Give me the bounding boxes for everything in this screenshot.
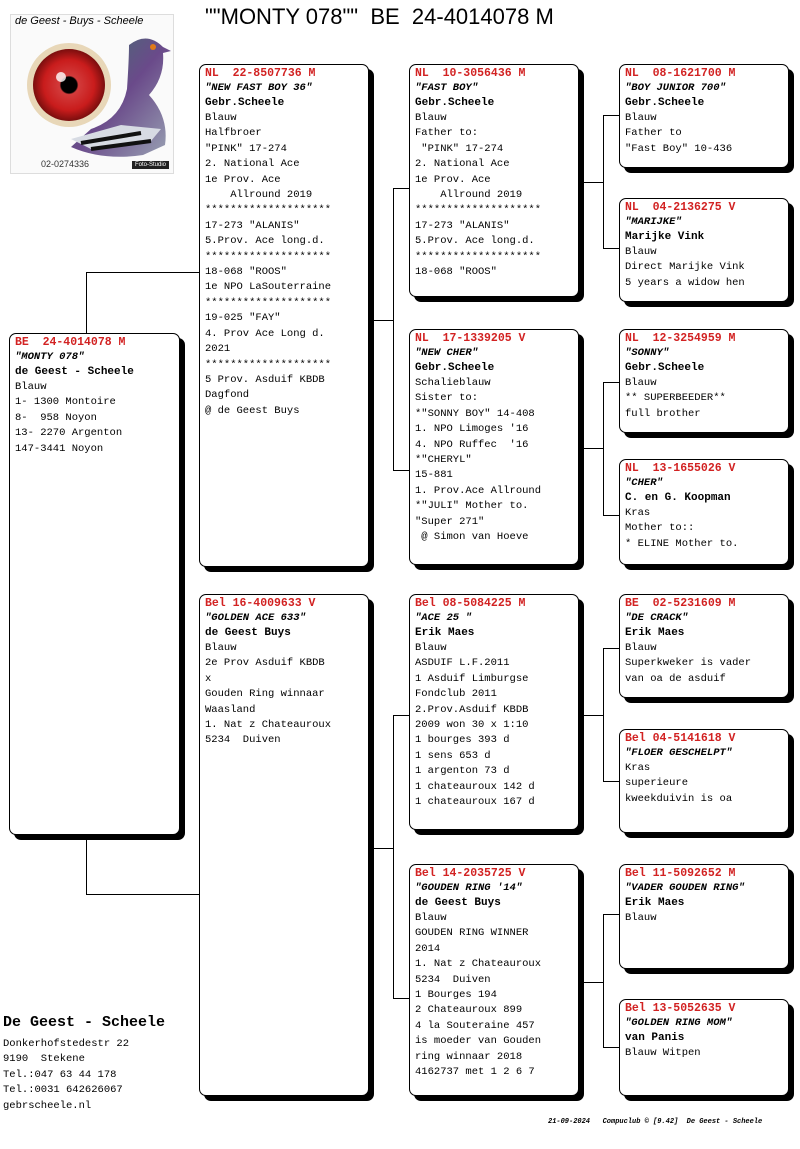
pedigree-card[interactable] (619, 329, 789, 433)
logo-header: de Geest - Buys - Scheele (15, 15, 144, 27)
info-line: 1. Nat z Chateauroux (205, 719, 332, 732)
info-line: 1 Bourges 194 (415, 989, 497, 1002)
info-line: Father to: (415, 127, 479, 140)
owner-line: Tel.:0031 642626067 (3, 1084, 123, 1097)
pedigree-card[interactable] (619, 459, 789, 565)
info-line: 4 la Souteraine 457 (415, 1019, 535, 1032)
ring-number: NL 17-1339205 V (415, 332, 526, 345)
info-line: *"JULI" Mother to. (415, 500, 529, 513)
loft-logo (10, 14, 174, 174)
info-line: 17-273 "ALANIS" (205, 219, 300, 232)
pigeon-name: "GOLDEN RING MOM" (625, 1017, 733, 1029)
info-line: Blauw (625, 246, 657, 258)
owner-line: 9190 Stekene (3, 1053, 85, 1066)
breeder-name: Gebr.Scheele (415, 97, 495, 109)
info-line: 5 Prov. Asduif KBDB (205, 373, 325, 386)
page-title: ""MONTY 078"" BE 24-4014078 M (205, 4, 554, 29)
info-line: 13- 2270 Argenton (15, 427, 123, 440)
pigeon-name: "FAST BOY" (415, 82, 479, 94)
info-line: Allround 2019 (415, 189, 523, 202)
info-line: Kras (625, 762, 651, 774)
info-line: Blauw (205, 112, 237, 124)
info-line: "Fast Boy" 10-436 (625, 142, 733, 155)
info-line: * ELINE Mother to. (625, 537, 739, 550)
info-line: @ de Geest Buys (205, 404, 300, 417)
info-line: 8- 958 Noyon (15, 411, 97, 424)
info-line: 19-025 "FAY" (205, 312, 281, 325)
owner-line: Tel.:047 63 44 178 (3, 1068, 117, 1081)
connector (86, 835, 87, 894)
info-line: Waasland (205, 703, 256, 716)
info-line: 15-881 (415, 469, 453, 482)
breeder-name: Erik Maes (415, 627, 475, 639)
info-line: 5.Prov. Ace long.d. (415, 235, 535, 248)
pedigree-card[interactable] (199, 594, 369, 1096)
breeder-name: C. en G. Koopman (625, 492, 731, 504)
info-line: "PINK" 17-274 (205, 142, 287, 155)
owner-block (3, 1014, 165, 1114)
info-line: ******************** (415, 204, 542, 217)
info-line: 17-273 "ALANIS" (415, 219, 510, 232)
pigeon-name: "NEW CHER" (415, 347, 479, 359)
info-line: Blauw (415, 912, 447, 924)
info-line: 1. Prov.Ace Allround (415, 484, 542, 497)
connector (373, 320, 393, 321)
pigeon-name: "BOY JUNIOR 700" (625, 82, 726, 94)
pedigree-card[interactable] (619, 999, 789, 1096)
info-line: 5234 Duiven (415, 973, 491, 986)
breeder-name: Gebr.Scheele (415, 362, 495, 374)
pigeon-name: "NEW FAST BOY 36" (205, 82, 313, 94)
breeder-name: Gebr.Scheele (205, 97, 285, 109)
info-line: 1 bourges 393 d (415, 734, 510, 747)
info-line: 1 argenton 73 d (415, 765, 510, 778)
breeder-name: de Geest - Scheele (15, 366, 134, 378)
connector (603, 382, 620, 383)
connector (583, 448, 603, 449)
owner-line: Donkerhofstedestr 22 (3, 1038, 130, 1050)
info-line: Halfbroer (205, 127, 262, 140)
info-line: is moeder van Gouden (415, 1035, 542, 1048)
pedigree-card[interactable] (619, 864, 789, 969)
ring-number: Bel 04-5141618 V (625, 732, 736, 745)
info-line: 4. NPO Ruffec '16 (415, 438, 529, 451)
info-line: Fondclub 2011 (415, 688, 497, 701)
pigeon-name: "MONTY 078" (15, 351, 85, 363)
logo-ring-number: 02-0274336 (41, 159, 90, 169)
info-line: Kras (625, 507, 651, 519)
pedigree-card[interactable] (409, 594, 579, 830)
breeder-name: de Geest Buys (205, 627, 291, 639)
connector (603, 914, 604, 1047)
info-line: Schalieblauw (415, 377, 491, 389)
connector (393, 715, 394, 998)
pigeon-name: "MARIJKE" (625, 216, 682, 228)
pigeon-name: "GOLDEN ACE 633" (205, 612, 306, 624)
info-line: ******************** (205, 204, 332, 217)
pigeon-eye-icon (11, 15, 173, 173)
owner-name: De Geest - Scheele (3, 1014, 166, 1031)
info-line: Blauw (625, 912, 657, 924)
info-line: 2e Prov Asduif KBDB (205, 657, 325, 670)
info-line: Blauw (625, 112, 657, 124)
info-line: Sister to: (415, 392, 479, 405)
ring-number: NL 10-3056436 M (415, 67, 526, 80)
info-line: 1. NPO Limoges '16 (415, 423, 529, 436)
ring-number: Bel 13-5052635 V (625, 1002, 736, 1015)
info-line: Mother to:: (625, 522, 695, 535)
info-line: Blauw (625, 642, 657, 654)
info-line: 4. Prov Ace Long d. (205, 327, 325, 340)
info-line: 5234 Duiven (205, 734, 281, 747)
breeder-name: Gebr.Scheele (625, 97, 705, 109)
info-line: 1. Nat z Chateauroux (415, 958, 542, 971)
info-line: GOUDEN RING WINNER (415, 927, 529, 940)
info-line: van oa de asduif (625, 672, 726, 685)
info-line: Blauw Witpen (625, 1047, 701, 1059)
pigeon-name: "CHER" (625, 477, 663, 489)
breeder-name: Erik Maes (625, 627, 685, 639)
connector (603, 248, 620, 249)
connector (603, 515, 620, 516)
footer-credit: 21-09-2024 Compuclub © [9.42] De Geest - Scheele (548, 1118, 763, 1126)
connector (603, 648, 604, 781)
info-line: *"CHERYL" (415, 454, 472, 467)
pigeon-name: "DE CRACK" (625, 612, 689, 624)
breeder-name: van Panis (625, 1032, 685, 1044)
connector (86, 894, 200, 895)
info-line: "PINK" 17-274 (415, 142, 504, 155)
ring-number: BE 24-4014078 M (15, 336, 126, 349)
ring-number: Bel 08-5084225 M (415, 597, 526, 610)
info-line: Gouden Ring winnaar (205, 688, 325, 701)
connector (583, 715, 603, 716)
pedigree-card[interactable] (619, 594, 789, 698)
ring-number: NL 12-3254959 M (625, 332, 736, 345)
info-line: 2009 won 30 x 1:10 (415, 719, 529, 732)
info-line: Blauw (625, 377, 657, 389)
pigeon-name: "VADER GOUDEN RING" (625, 882, 745, 894)
connector (393, 715, 410, 716)
breeder-name: Marijke Vink (625, 231, 705, 243)
connector (603, 115, 620, 116)
connector (603, 1047, 620, 1048)
connector (393, 470, 410, 471)
connector (393, 188, 394, 470)
connector (603, 781, 620, 782)
ring-number: Bel 11-5092652 M (625, 867, 736, 880)
ring-number: NL 22-8507736 M (205, 67, 316, 80)
info-line: ASDUIF L.F.2011 (415, 657, 510, 670)
pedigree-card[interactable] (199, 64, 369, 567)
info-line: Blauw (205, 642, 237, 654)
info-line: Allround 2019 (205, 189, 313, 202)
pigeon-name: "FLOER GESCHELPT" (625, 747, 733, 759)
connector (583, 182, 603, 183)
info-line: 1e Prov. Ace (205, 173, 281, 186)
info-line: *"SONNY BOY" 14-408 (415, 407, 535, 420)
info-line: 2014 (415, 942, 441, 955)
connector (583, 982, 603, 983)
breeder-name: Gebr.Scheele (625, 362, 705, 374)
info-line: Superkweker is vader (625, 657, 752, 670)
info-line: 1e NPO LaSouterraine (205, 281, 332, 294)
pigeon-name: "SONNY" (625, 347, 670, 359)
info-line: kweekduivin is oa (625, 792, 733, 805)
info-line: 1 chateauroux 142 d (415, 780, 535, 793)
info-line: @ Simon van Hoeve (415, 531, 529, 544)
info-line: 18-068 "ROOS" (205, 266, 287, 279)
info-line: 2 Chateauroux 899 (415, 1004, 523, 1017)
info-line: full brother (625, 407, 701, 420)
pedigree-card[interactable] (619, 198, 789, 302)
pedigree-card[interactable] (9, 333, 180, 835)
info-line: ring winnaar 2018 (415, 1050, 523, 1063)
connector (86, 272, 200, 273)
info-line: 1e Prov. Ace (415, 173, 491, 186)
info-line: Blauw (415, 642, 447, 654)
connector (86, 272, 87, 334)
info-line: 5.Prov. Ace long.d. (205, 235, 325, 248)
info-line: 2.Prov.Asduif KBDB (415, 703, 529, 716)
pigeon-name: "ACE 25 " (415, 612, 472, 624)
info-line: 1- 1300 Montoire (15, 396, 116, 409)
info-line: 18-068 "ROOS" (415, 266, 497, 279)
connector (603, 115, 604, 248)
ring-number: Bel 14-2035725 V (415, 867, 526, 880)
info-line: 4162737 met 1 2 6 7 (415, 1066, 535, 1079)
connector (603, 914, 620, 915)
info-line: ******************** (415, 250, 542, 263)
info-line: ******************** (205, 358, 332, 371)
connector (393, 998, 410, 999)
ring-number: NL 08-1621700 M (625, 67, 736, 80)
connector (603, 648, 620, 649)
info-line: 1 chateauroux 167 d (415, 796, 535, 809)
owner-line: gebrscheele.nl (3, 1099, 92, 1112)
pedigree-card[interactable] (409, 64, 579, 297)
info-line: Dagfond (205, 389, 250, 402)
info-line: 5 years a widow hen (625, 276, 745, 289)
pedigree-card[interactable] (409, 864, 579, 1096)
info-line: 2021 (205, 343, 231, 356)
ring-number: NL 04-2136275 V (625, 201, 736, 214)
info-line: "Super 271" (415, 515, 485, 528)
info-line: 2. National Ace (205, 158, 300, 171)
info-line: ******************** (205, 250, 332, 263)
ring-number: Bel 16-4009633 V (205, 597, 316, 610)
info-line: 2. National Ace (415, 158, 510, 171)
info-line: 1 Asduif Limburgse (415, 672, 529, 685)
info-line: Direct Marijke Vink (625, 261, 745, 274)
pedigree-card[interactable] (619, 729, 789, 833)
info-line: Father to (625, 127, 682, 140)
owner-address (3, 1037, 165, 1114)
ring-number: NL 13-1655026 V (625, 462, 736, 475)
connector (393, 188, 410, 189)
logo-tag: Foto-Studio (132, 161, 169, 169)
info-line: 147-3441 Noyon (15, 442, 104, 455)
info-line: 1 sens 653 d (415, 749, 491, 762)
info-line: x (205, 672, 212, 685)
ring-number: BE 02-5231609 M (625, 597, 736, 610)
info-line: ** SUPERBEEDER** (625, 392, 726, 405)
info-line: Blauw (15, 381, 47, 393)
breeder-name: de Geest Buys (415, 897, 501, 909)
connector (373, 848, 393, 849)
info-line: ******************** (205, 296, 332, 309)
info-line: Blauw (415, 112, 447, 124)
pedigree-card[interactable] (409, 329, 579, 565)
pedigree-card[interactable] (619, 64, 789, 168)
info-line: superieure (625, 777, 689, 790)
breeder-name: Erik Maes (625, 897, 685, 909)
pigeon-name: "GOUDEN RING '14" (415, 882, 523, 894)
connector (603, 382, 604, 515)
